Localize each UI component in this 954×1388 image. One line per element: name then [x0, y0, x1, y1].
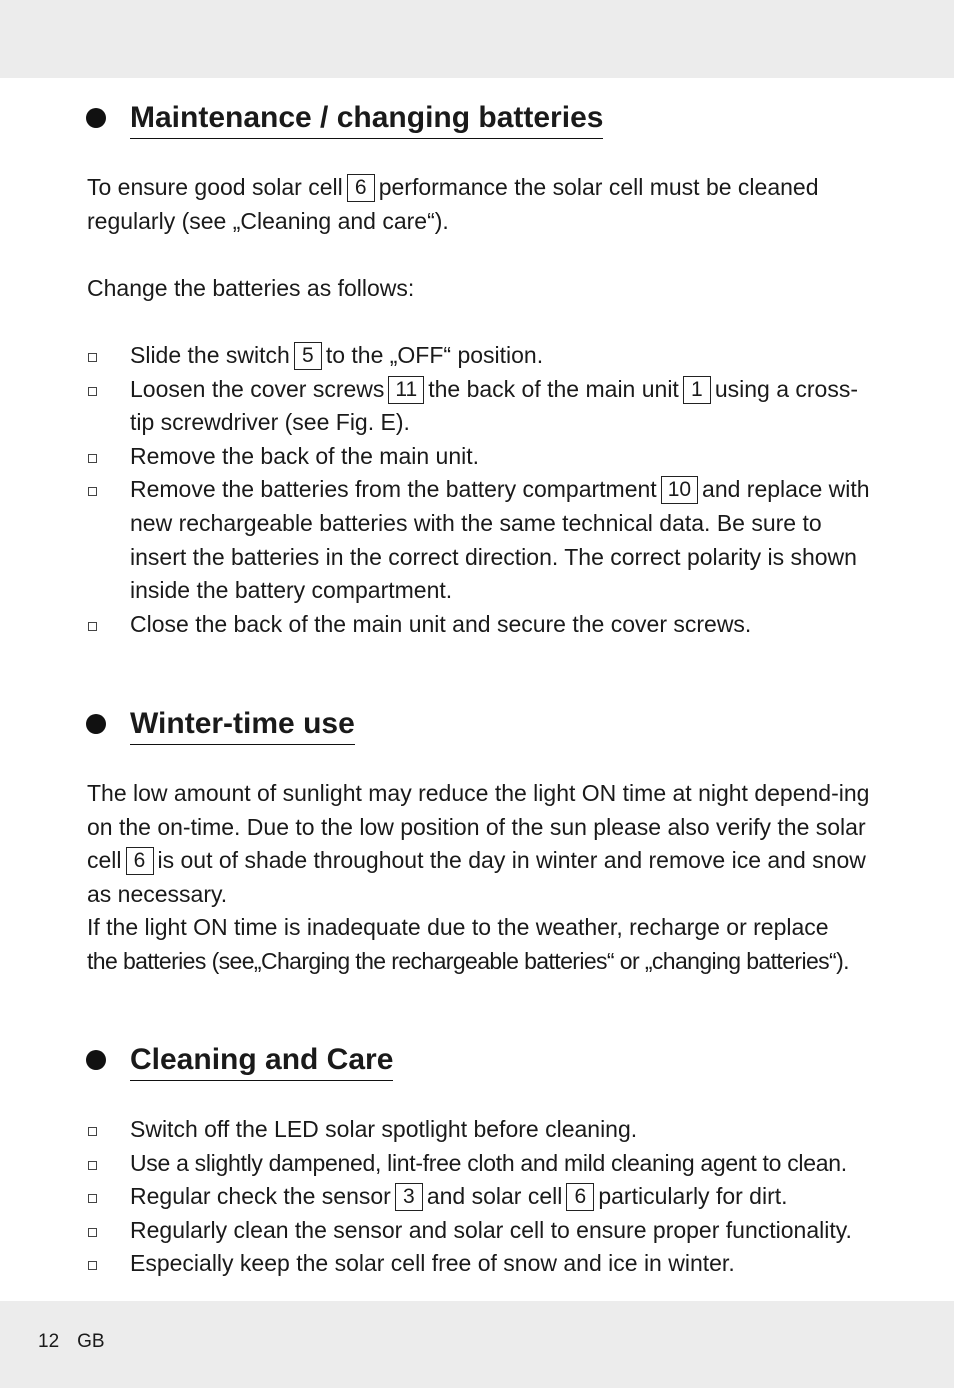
- checkbox-square-icon: [88, 454, 97, 463]
- winter-paragraph-1: The low amount of sunlight may reduce the light ON time at night depend-ing on the on-time. Due to the low position of the sun please also verify the solar cell 6 is out of shade throughout the day in winter and remove ice and snow as necessary.: [87, 780, 870, 907]
- language-code: GB: [77, 1331, 105, 1352]
- checkbox-square-icon: [88, 387, 97, 396]
- ref-box: 6: [126, 847, 154, 875]
- checkbox-square-icon: [88, 1261, 97, 1270]
- maintenance-intro: To ensure good solar cell 6 performance the solar cell must be cleaned regularly (see „Cleaning and care“).: [87, 174, 819, 234]
- checkbox-square-icon: [88, 1194, 97, 1203]
- list-item: Remove the batteries from the battery compartment 10 and replace with new rechargeable batteries with the same technical data. Be sure to insert the batteries in the correct direction. The correct polarity is shown inside the battery compartment.: [87, 473, 877, 607]
- list-item: Regularly clean the sensor and solar cell to ensure proper functionality.: [87, 1214, 877, 1248]
- bullet-dot-icon: [86, 1050, 106, 1070]
- page-footer: [38, 1331, 123, 1353]
- ref-box: 6: [566, 1183, 594, 1211]
- list-item: Slide the switch 5 to the „OFF“ position.: [87, 339, 877, 373]
- heading-winter: [86, 704, 355, 744]
- page-number: 12: [38, 1331, 60, 1352]
- cleaning-items: [87, 1113, 877, 1281]
- maintenance-steps: [87, 339, 877, 641]
- maintenance-lead: Change the batteries as follows:: [87, 275, 415, 301]
- heading-text: Winter-time use: [130, 704, 355, 745]
- list-item: Regular check the sensor 3 and solar cell 6 particularly for dirt.: [87, 1180, 877, 1214]
- heading-text: Cleaning and Care: [130, 1040, 393, 1081]
- checkbox-square-icon: [88, 1228, 97, 1237]
- checkbox-square-icon: [88, 1127, 97, 1136]
- ref-box: 1: [683, 376, 711, 404]
- heading-text: Maintenance / changing batteries: [130, 98, 603, 139]
- checkbox-square-icon: [88, 1161, 97, 1170]
- ref-box: 6: [347, 174, 375, 202]
- header-band: [0, 0, 954, 78]
- winter-paragraph-2a: If the light ON time is inadequate due to the weather, recharge or replace: [87, 914, 829, 940]
- list-item: Remove the back of the main unit.: [87, 440, 877, 474]
- footer-band: [0, 1301, 954, 1388]
- winter-paragraph-2b: the batteries (see„Charging the rechargeable batteries“ or „changing batteries“).: [87, 948, 849, 974]
- list-item: Especially keep the solar cell free of snow and ice in winter.: [87, 1247, 877, 1281]
- checkbox-square-icon: [88, 487, 97, 496]
- ref-box: 11: [388, 376, 424, 404]
- checkbox-square-icon: [88, 353, 97, 362]
- heading-cleaning: [86, 1040, 393, 1080]
- list-item: Switch off the LED solar spotlight before cleaning.: [87, 1113, 877, 1147]
- ref-box: 3: [395, 1183, 423, 1211]
- ref-box: 5: [294, 342, 322, 370]
- heading-maintenance: [86, 98, 603, 138]
- list-item: Close the back of the main unit and secure the cover screws.: [87, 608, 877, 642]
- checkbox-square-icon: [88, 622, 97, 631]
- bullet-dot-icon: [86, 714, 106, 734]
- list-item: Use a slightly dampened, lint-free cloth and mild cleaning agent to clean.: [87, 1147, 877, 1181]
- ref-box: 10: [661, 476, 698, 504]
- list-item: Loosen the cover screws 11 the back of the main unit 1 using a cross-tip screwdriver (see Fig. E).: [87, 373, 877, 440]
- bullet-dot-icon: [86, 108, 106, 128]
